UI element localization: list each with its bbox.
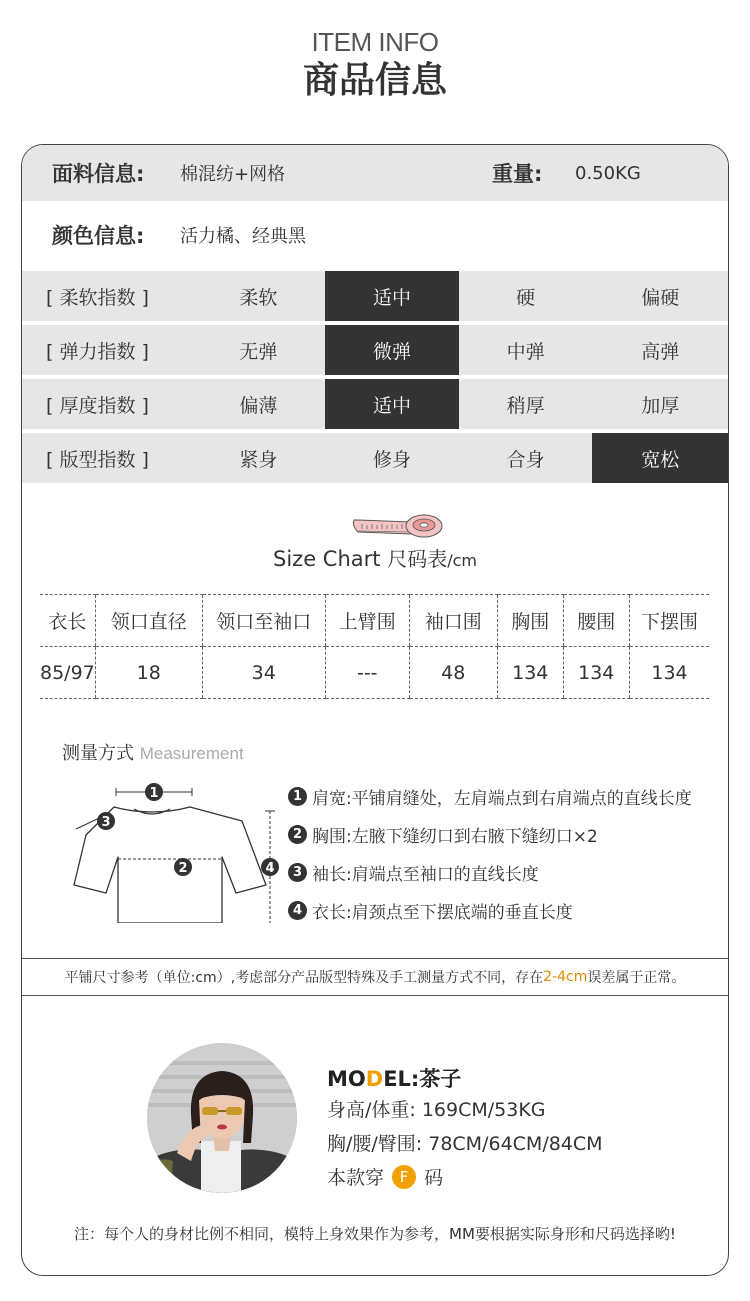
measurement-step	[288, 853, 692, 891]
model-disclaimer: 注：每个人的身材比例不相同，模特上身效果作为参考，MM要根据实际身形和尺码选择哟!	[74, 1225, 676, 1243]
table-header-cell: 腰围	[563, 595, 629, 647]
color-row	[22, 207, 728, 263]
index-row-fit	[22, 433, 728, 483]
table-cell: 48	[409, 647, 497, 699]
index-option: 稍厚	[506, 394, 545, 417]
size-chart-title-cn: 尺码表	[387, 547, 448, 571]
wear-after: 码	[424, 1167, 444, 1189]
measurement-step	[288, 815, 692, 853]
index-row-thickness	[22, 379, 728, 429]
color-value: 活力橘、经典黑	[180, 226, 306, 247]
model-measurements: 胸/腰/臀围: 78CM/64CM/84CM	[327, 1133, 603, 1155]
size-note-after: 误差属于正常。	[587, 970, 686, 986]
table-header-cell: 袖口围	[409, 595, 497, 647]
index-row-elasticity	[22, 325, 728, 375]
garment-diagram-icon	[52, 773, 292, 923]
index-option: 偏薄	[239, 394, 278, 417]
svg-text:4: 4	[265, 861, 275, 876]
index-option: 偏硬	[641, 286, 680, 309]
index-option: 适中	[325, 379, 459, 429]
index-row-softness	[22, 271, 728, 321]
table-cell: 134	[629, 647, 709, 699]
measurement-steps	[288, 777, 692, 929]
index-name: [ 柔软指数 ]	[46, 286, 149, 309]
step-label: 衣长	[312, 902, 346, 923]
model-label-b: D	[365, 1067, 384, 1091]
table-header-cell: 领口直径	[95, 595, 202, 647]
wear-before: 本款穿	[327, 1167, 385, 1189]
table-header-cell: 胸围	[497, 595, 563, 647]
index-name: [ 厚度指数 ]	[46, 394, 149, 417]
index-option: 加厚	[641, 394, 680, 417]
table-row	[40, 647, 709, 699]
step-text: :左腋下缝纫口到右腋下缝纫口×2	[346, 826, 598, 847]
table-cell: ---	[325, 647, 409, 699]
model-wear-size	[327, 1161, 603, 1195]
measurement-step	[288, 777, 692, 815]
fabric-value: 棉混纺+网格	[180, 164, 286, 185]
fabric-row	[22, 145, 728, 201]
measurement-step	[288, 891, 692, 929]
fabric-label: 面料信息:	[52, 162, 145, 186]
table-header-row	[40, 595, 709, 647]
table-header-cell: 上臂围	[325, 595, 409, 647]
model-avatar	[147, 1043, 297, 1193]
size-chart-title	[22, 543, 728, 572]
color-label: 颜色信息:	[52, 224, 145, 248]
step-number: 3	[288, 863, 307, 882]
measurement-title-en: Measurement	[139, 744, 244, 763]
index-option: 微弹	[325, 325, 459, 375]
measurement-title	[62, 739, 244, 765]
table-cell: 34	[202, 647, 325, 699]
header-zh-title: 商品信息	[302, 60, 447, 101]
index-option: 高弹	[641, 340, 680, 363]
index-option: 柔软	[239, 286, 278, 309]
size-badge: F	[392, 1165, 416, 1189]
size-table	[40, 594, 709, 699]
size-note-before: 平铺尺寸参考（单位:cm）,考虑部分产品版型特殊及手工测量方式不同，存在	[64, 970, 544, 986]
index-option: 无弹	[239, 340, 278, 363]
step-number: 1	[288, 787, 307, 806]
index-option: 适中	[325, 271, 459, 321]
table-cell: 85/97	[40, 647, 95, 699]
table-header-cell: 衣长	[40, 595, 95, 647]
model-info	[327, 1065, 603, 1195]
header-en-title: ITEM INFO	[311, 27, 439, 57]
index-option: 合身	[506, 448, 545, 471]
step-number: 4	[288, 901, 307, 920]
step-text: :平铺肩缝处，左肩端点到右肩端点的直线长度	[346, 788, 692, 809]
step-label: 肩宽	[312, 788, 346, 809]
model-name: 茶子	[419, 1067, 462, 1091]
step-number: 2	[288, 825, 307, 844]
model-label-c: EL:	[383, 1067, 420, 1091]
page-header	[0, 26, 750, 102]
model-height-weight: 身高/体重: 169CM/53KG	[327, 1099, 546, 1121]
svg-text:1: 1	[149, 786, 159, 801]
size-chart-unit: /cm	[447, 551, 477, 570]
measurement-title-cn: 测量方式	[62, 743, 134, 764]
table-cell: 134	[563, 647, 629, 699]
index-name: [ 弹力指数 ]	[46, 340, 149, 363]
size-note-highlight: 2-4cm	[543, 969, 588, 985]
size-chart-title-en: Size Chart	[273, 547, 381, 571]
step-text: :肩端点至袖口的直线长度	[346, 864, 539, 885]
index-name: [ 版型指数 ]	[46, 448, 149, 471]
table-cell: 18	[95, 647, 202, 699]
table-cell: 134	[497, 647, 563, 699]
weight-value: 0.50KG	[575, 162, 641, 184]
table-header-cell: 下摆围	[629, 595, 709, 647]
table-header-cell: 领口至袖口	[202, 595, 325, 647]
step-label: 胸围	[312, 826, 346, 847]
model-photo-icon	[147, 1043, 297, 1193]
index-option: 修身	[372, 448, 411, 471]
index-option: 宽松	[592, 433, 728, 483]
index-option: 紧身	[239, 448, 278, 471]
step-text: :肩颈点至下摆底端的垂直长度	[346, 902, 573, 923]
model-label-a: MO	[327, 1067, 366, 1091]
step-label: 袖长	[312, 864, 346, 885]
svg-text:3: 3	[101, 815, 111, 830]
size-note	[22, 958, 728, 996]
model-title	[327, 1065, 603, 1093]
product-info-card	[21, 144, 729, 1276]
measuring-tape-icon	[350, 510, 446, 540]
index-option: 硬	[516, 286, 536, 309]
svg-text:2: 2	[178, 861, 188, 876]
index-option: 中弹	[506, 340, 545, 363]
weight-label: 重量:	[492, 162, 543, 186]
